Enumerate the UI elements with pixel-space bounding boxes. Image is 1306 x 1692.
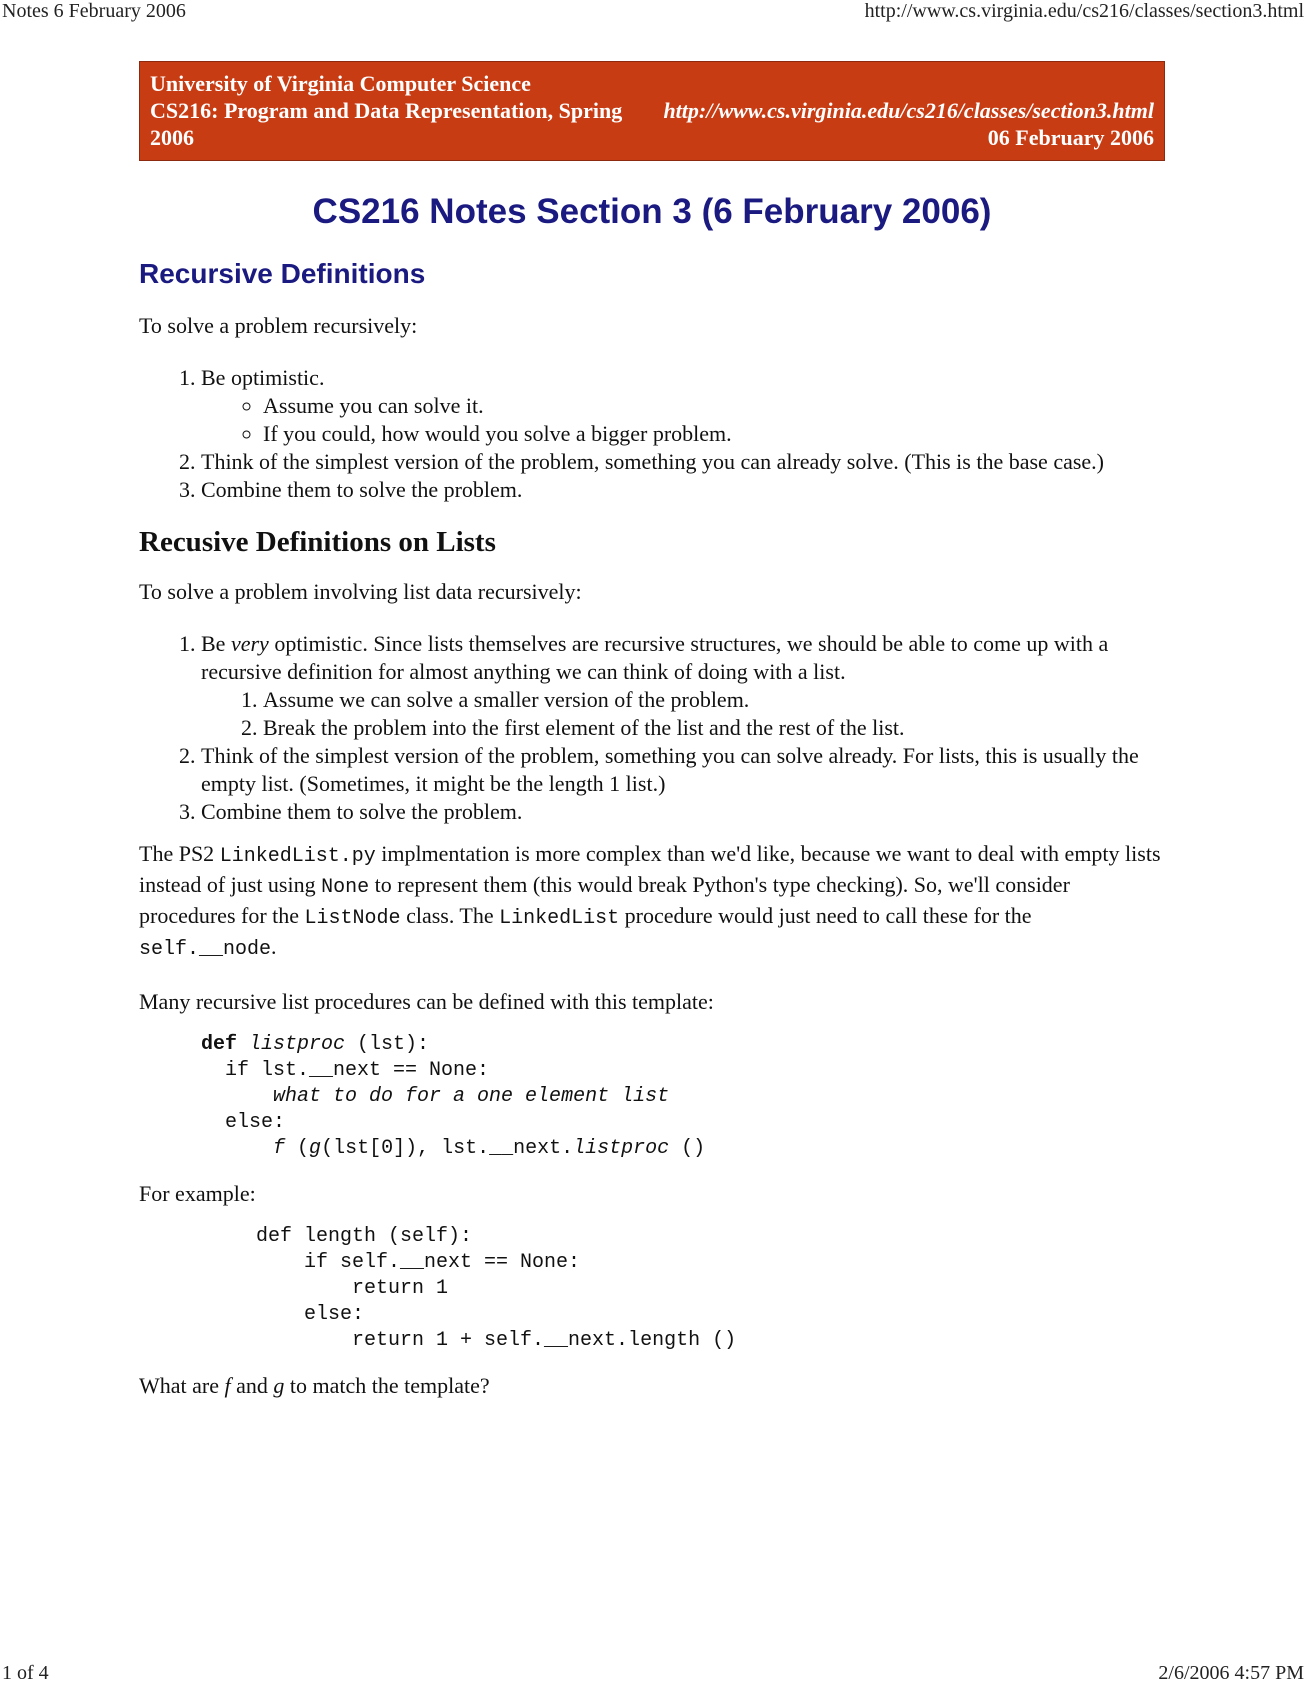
template-intro: Many recursive list procedures can be defined with this template: xyxy=(139,989,714,1014)
banner-university: University of Virginia Computer Science xyxy=(150,71,531,96)
step-text: optimistic. Since lists themselves are recursive structures, we should be able to come up with a recursive definition for almost anything we can think of doing with a list. xyxy=(201,631,1109,684)
example-code-block: def length (self): if self.__next == None: return 1 else: return 1 + self.__next.length () xyxy=(256,1225,737,1352)
print-header-title: Notes 6 February 2006 xyxy=(2,0,186,22)
code-inline: None xyxy=(321,876,370,899)
banner-url[interactable]: http://www.cs.virginia.edu/cs216/classes/section3.html xyxy=(663,98,1154,123)
banner-course: CS216: Program and Data Representation, Spring 2006 xyxy=(150,98,623,150)
page-content xyxy=(139,180,1165,1424)
print-footer xyxy=(0,1662,1306,1690)
text: procedure would just need to call these for the xyxy=(619,903,1032,928)
sub-list xyxy=(201,686,1165,742)
sub-list xyxy=(201,392,1165,448)
question xyxy=(139,1372,1165,1400)
code-indent xyxy=(201,1137,273,1160)
code-text: (lst[0]), lst.__next. xyxy=(321,1137,574,1160)
print-timestamp: 2/6/2006 4:57 PM xyxy=(1158,1662,1304,1684)
code-italic: what to do for a one element list xyxy=(273,1085,670,1108)
code-text: () xyxy=(669,1137,706,1160)
code-indent xyxy=(201,1085,273,1108)
step-text: Be xyxy=(201,631,231,656)
text: implmentation is more complex than we'd like, because we want to deal with empty lists instead of just using xyxy=(139,841,1161,897)
code-italic: g xyxy=(309,1137,322,1160)
section1-intro: To solve a problem recursively: xyxy=(139,313,418,338)
code-italic: listproc xyxy=(573,1137,670,1160)
banner-date: 06 February 2006 xyxy=(987,125,1154,150)
section-heading-lists: Recusive Definitions on Lists xyxy=(139,526,496,558)
emphasis: very xyxy=(230,631,269,656)
code-italic: f xyxy=(273,1137,286,1160)
section-heading-recursive-definitions: Recursive Definitions xyxy=(139,258,426,289)
page-title: CS216 Notes Section 3 (6 February 2006) xyxy=(312,192,992,231)
text: and xyxy=(230,1373,274,1398)
template-code-block xyxy=(139,1032,1165,1162)
print-header-url: http://www.cs.virginia.edu/cs216/classes/section3.html xyxy=(864,0,1304,22)
implementation-paragraph xyxy=(139,840,1165,964)
list-item: 2. Think of the simplest version of the problem, something you can solve already. For lists, this is usually the empty list. (Sometimes, it might be the length 1 list.) xyxy=(201,742,1165,798)
example-intro: For example: xyxy=(139,1181,256,1206)
text: class. The xyxy=(400,903,500,928)
code-text: if lst.__next == None: xyxy=(201,1059,490,1082)
section2-steps xyxy=(139,630,1165,826)
list-item: 3. Combine them to solve the problem. xyxy=(201,798,1165,826)
text: to match the template? xyxy=(284,1373,490,1398)
print-header xyxy=(0,0,1306,28)
code-text: ( xyxy=(285,1137,310,1160)
text: to represent them (this would break Python's type checking). So, we'll consider procedures for the xyxy=(139,872,1070,928)
code-inline: self.__node xyxy=(139,938,272,961)
code-text: (lst): xyxy=(345,1033,430,1056)
list-item: ◦ If you could, how would you solve a bigger problem. xyxy=(263,420,1165,448)
code-italic: listproc xyxy=(249,1033,346,1056)
code-inline: ListNode xyxy=(304,907,401,930)
list-item: ◦ Assume you can solve it. xyxy=(263,392,1165,420)
list-item xyxy=(201,630,1165,742)
list-item: 3. Combine them to solve the problem. xyxy=(201,476,1165,504)
list-item: 1. Assume we can solve a smaller version of the problem. xyxy=(263,686,1165,714)
list-item: 2. Break the problem into the first element of the list and the rest of the list. xyxy=(263,714,1165,742)
step-text: Be optimistic. xyxy=(201,365,325,390)
code-inline: LinkedList.py xyxy=(219,845,376,868)
course-banner xyxy=(139,61,1165,161)
emphasis: g xyxy=(273,1373,285,1398)
page-count: 1 of 4 xyxy=(2,1662,49,1684)
code-keyword: def xyxy=(201,1033,238,1056)
code-inline: LinkedList xyxy=(499,907,620,930)
section2-intro: To solve a problem involving list data recursively: xyxy=(139,579,582,604)
list-item xyxy=(201,364,1165,448)
emphasis: f xyxy=(224,1373,231,1398)
text: What are xyxy=(139,1373,225,1398)
code-text: else: xyxy=(201,1111,286,1134)
section1-steps xyxy=(139,364,1165,504)
banner-page-info xyxy=(663,97,1154,151)
banner-course-info xyxy=(150,70,630,151)
text: . xyxy=(271,934,277,959)
text: The PS2 xyxy=(139,841,220,866)
list-item: 2. Think of the simplest version of the problem, something you can already solve. (This is the base case.) xyxy=(201,448,1165,476)
